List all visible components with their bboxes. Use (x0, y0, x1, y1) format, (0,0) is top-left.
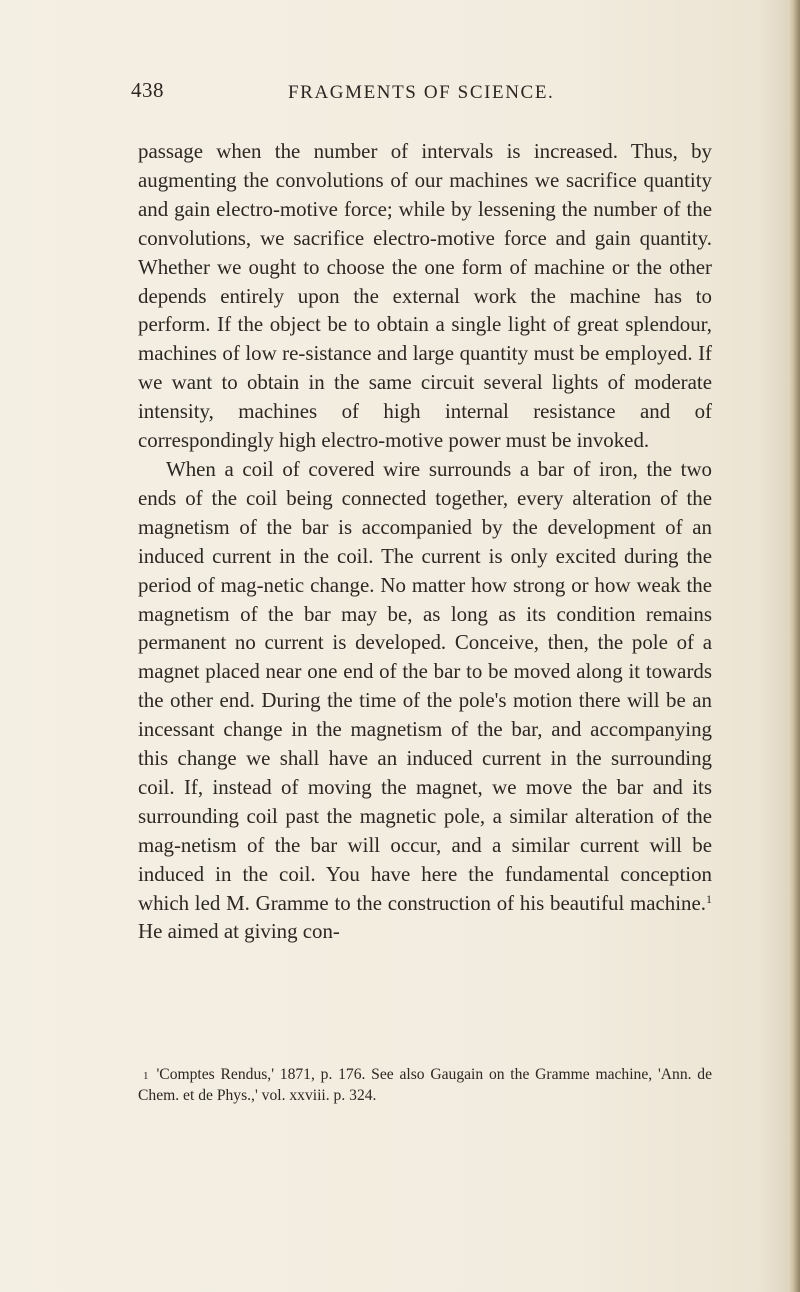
body-text (138, 137, 712, 946)
footnote-marker: 1 (143, 1070, 149, 1082)
running-head: FRAGMENTS OF SCIENCE. (288, 82, 555, 103)
footnote-text: 'Comptes Rendus,' 1871, p. 176. See also Gaugain on the Gramme machine, 'Ann. de Chem. et de Phys.,' vol. xxviii. p. 324. (138, 1066, 712, 1104)
paragraph-1-text: passage when the number of intervals is increased. Thus, by augmenting the convolutions of our machines we sacrifice quantity and gain electro-motive force; while by lessening the number of the convolutions, we sacrifice electro-motive force and gain quantity. Whether we ought to choose the one form of machine or the other depends entirely upon the external work the machine has to perform. If the object be to obtain a single light of great splendour, machines of low re-sistance and large quantity must be employed. If we want to obtain in the same circuit several lights of moderate intensity, machines of high internal resistance and of correspondingly high electro-motive power must be invoked. (138, 139, 712, 453)
page-number: 438 (131, 78, 164, 102)
footnote-reference: 1 (706, 891, 712, 906)
page-edge-shadow (788, 0, 800, 1292)
footnote (138, 1065, 712, 1106)
paragraph-1 (138, 137, 712, 455)
paragraph-2-tail: He aimed at giving con- (138, 919, 340, 944)
paragraph-2 (138, 455, 712, 946)
paragraph-2-text: When a coil of covered wire surrounds a bar of iron, the two ends of the coil being connected together, every alteration of the magnetism of the bar is accompanied by the development of an induced current in the coil. The current is only excited during the period of mag-netic change. No matter how strong or how weak the magnetism of the bar may be, as long as its condition remains permanent no current is developed. Conceive, then, the pole of a magnet placed near one end of the bar to be moved along it towards the other end. During the time of the pole's motion there will be an incessant change in the magnetism of the bar, and accompanying this change we shall have an induced current in the surrounding coil. If, instead of moving the magnet, we move the bar and its surrounding coil past the magnetic pole, a similar alteration of the mag-netism of the bar will occur, and a similar current will be induced in the coil. You have here the fundamental conception which led M. Gramme to the construction of his beautiful machine. (138, 456, 712, 915)
page-header (131, 78, 711, 114)
